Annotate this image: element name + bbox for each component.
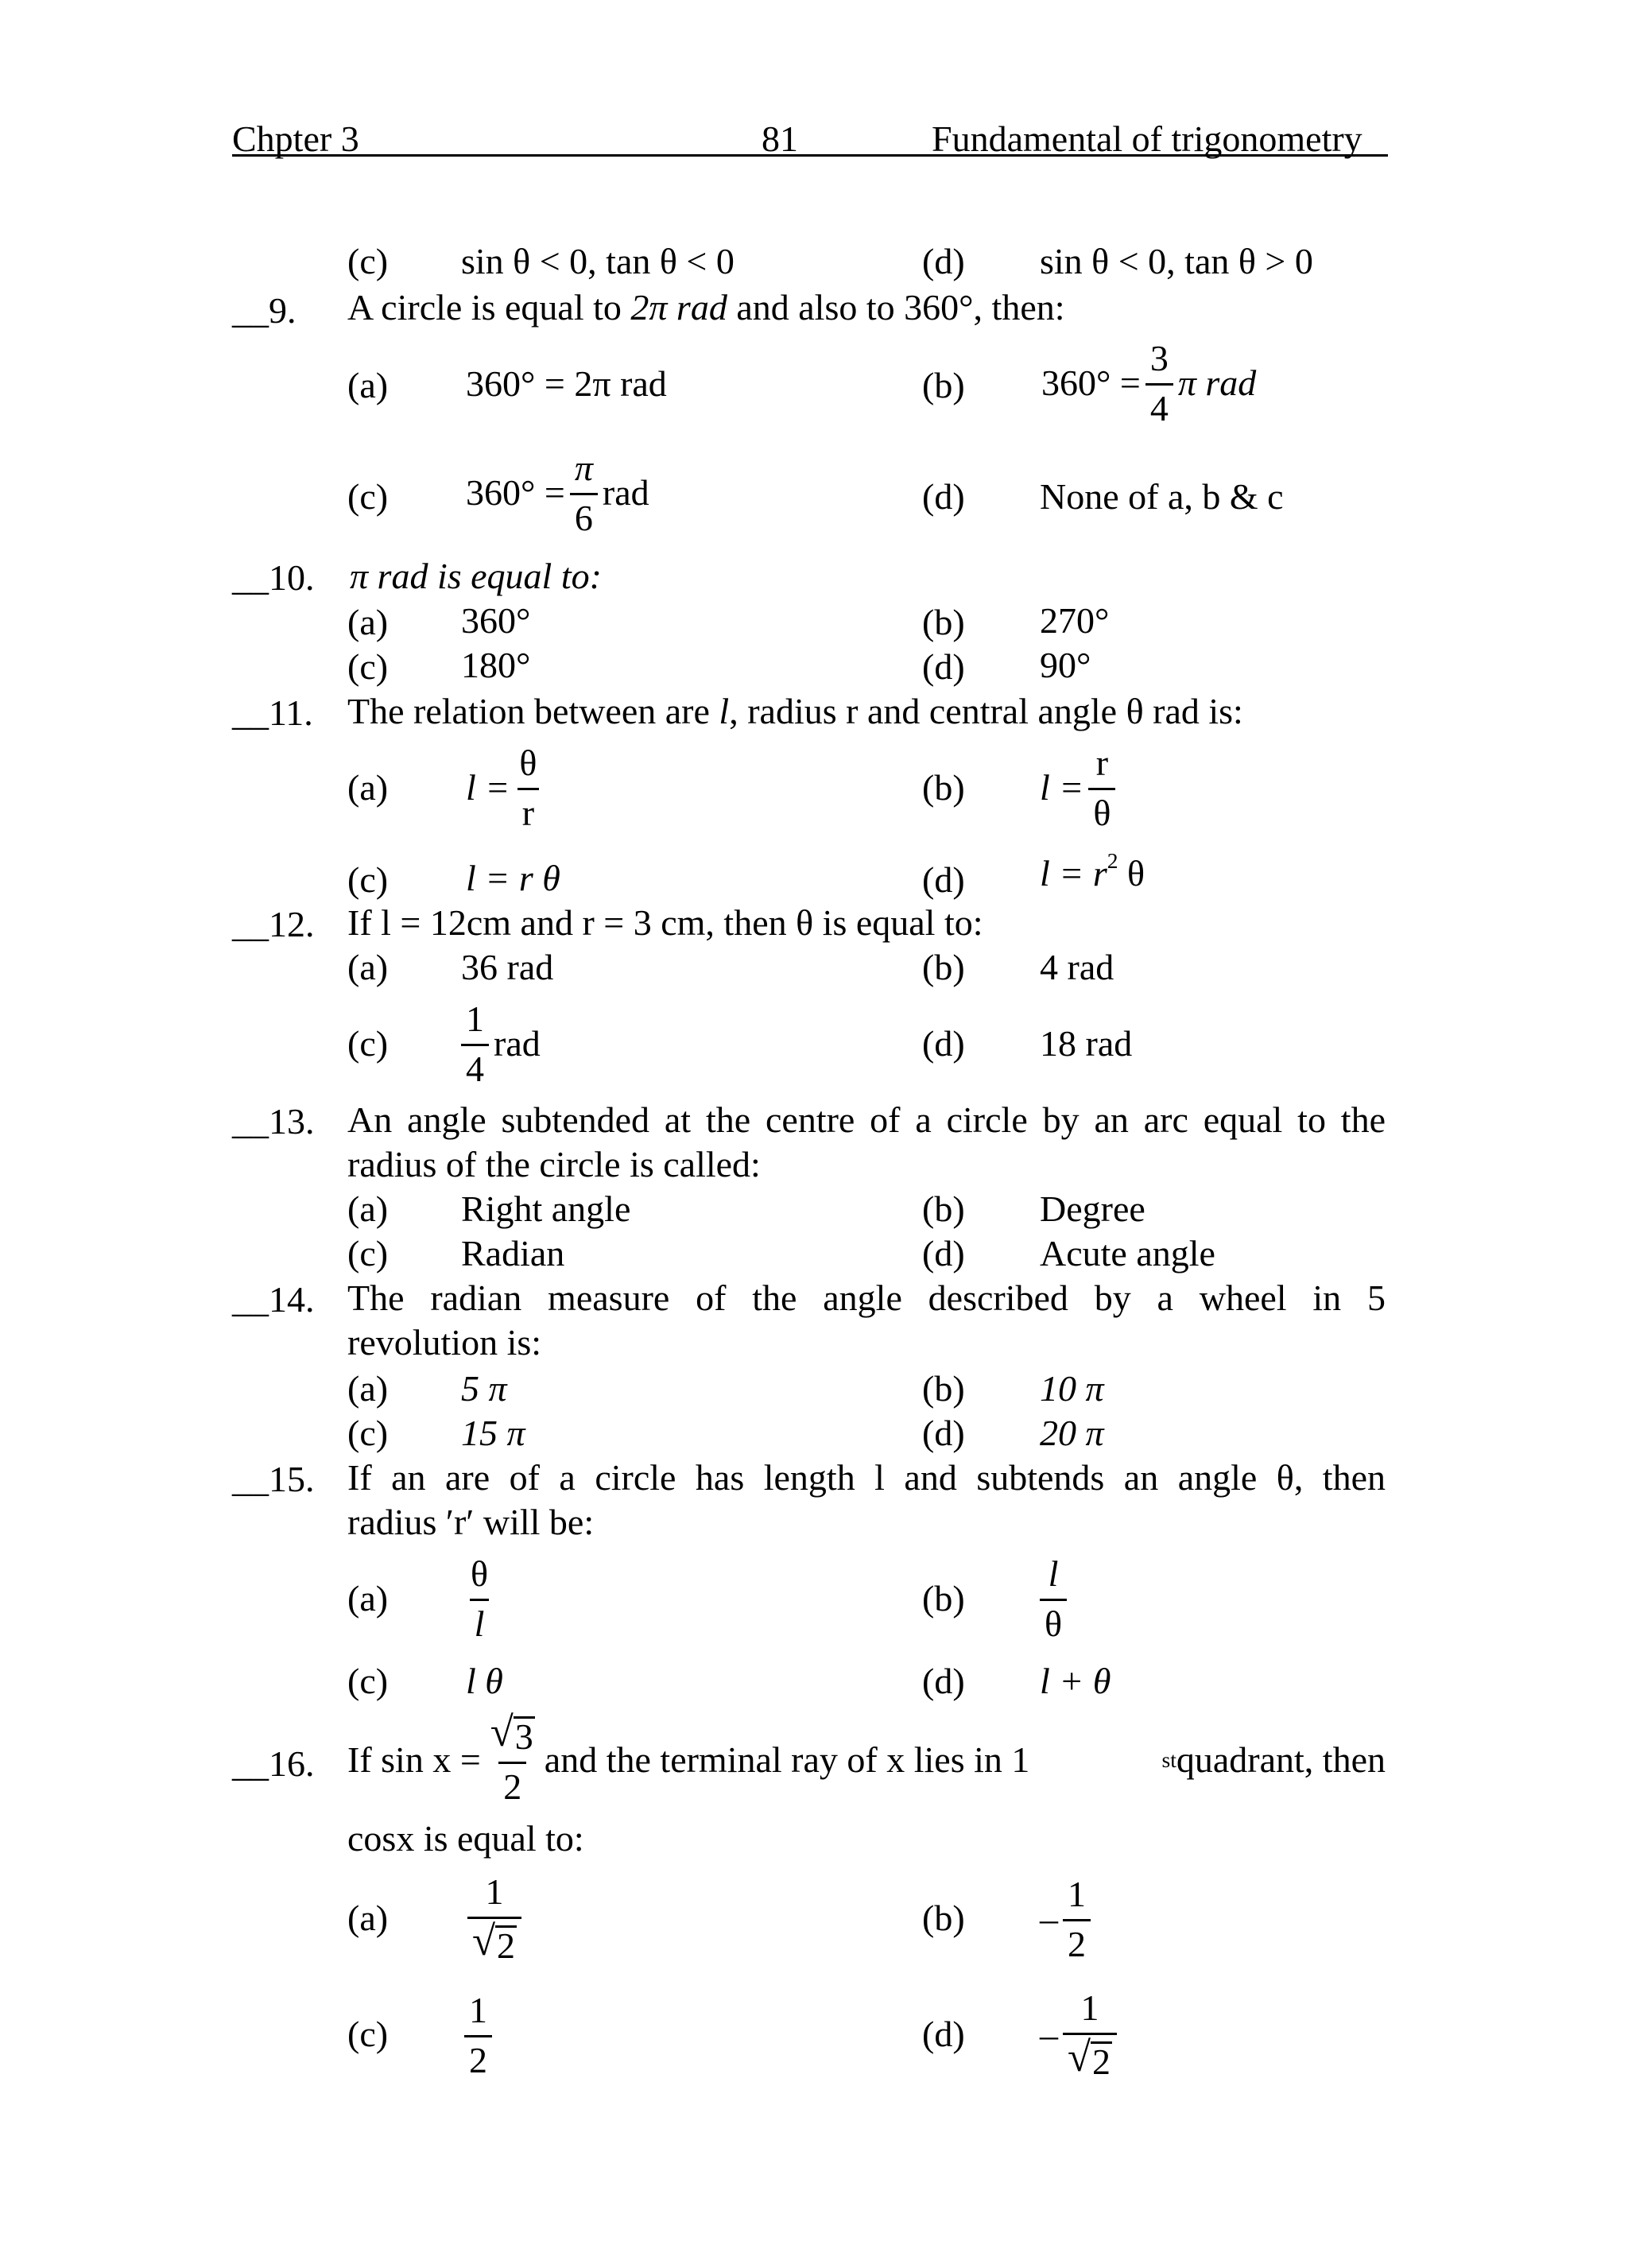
q10-option-b-label: (b) — [922, 602, 965, 642]
q16-number: __16. — [232, 1743, 315, 1784]
q10-option-b-text: 270° — [1040, 600, 1110, 641]
q8-option-d-text: sin θ < 0, tan θ > 0 — [1040, 241, 1313, 281]
q14-option-b-text: 10 π — [1040, 1368, 1104, 1409]
q11-option-b-label: (b) — [922, 767, 965, 808]
q16-stem-line2: cosx is equal to: — [347, 1818, 584, 1859]
q13-number: __13. — [232, 1101, 315, 1142]
fraction: $\frac{l}{\theta}$ — [1040, 1556, 1067, 1642]
q12-option-c-expr: $\frac{1}{4}$ rad — [456, 994, 541, 1094]
q12-option-b-label: (b) — [922, 947, 965, 987]
q9-option-b-label: (b) — [922, 365, 965, 405]
q14-option-c-label: (c) — [347, 1413, 389, 1453]
q12-option-a-label: (a) — [347, 947, 389, 987]
q10-stem: π rad is equal to: — [350, 556, 602, 596]
fraction: $\frac{1}{4}$ — [461, 1001, 489, 1087]
q14-option-b-label: (b) — [922, 1368, 965, 1409]
q13-option-b-label: (b) — [922, 1188, 965, 1229]
q10-option-d-text: 90° — [1040, 645, 1091, 685]
q16-option-a-expr — [463, 1863, 526, 1975]
q9-option-a-text: 360° = 2π rad — [466, 363, 667, 404]
q12-option-d-label: (d) — [922, 1023, 965, 1064]
q8-option-c-label: (c) — [347, 241, 389, 281]
q12-option-d-text: 18 rad — [1040, 1023, 1133, 1064]
q12-stem: If l = 12cm and r = 3 cm, then θ is equal to: — [347, 902, 983, 943]
q16-option-a-label: (a) — [347, 1898, 389, 1938]
q14-option-a-label: (a) — [347, 1368, 389, 1409]
q11-option-d-text: $l = r^2$ θ — [1040, 847, 1145, 894]
q9-option-d-label: (d) — [922, 476, 965, 517]
fraction: 1 √ 2 — [1063, 1990, 1117, 2080]
fraction: $\frac{3}{4}$ — [1145, 340, 1173, 427]
q11-option-d-label: (d) — [922, 859, 965, 900]
q16-option-d-label: (d) — [922, 2014, 965, 2054]
q15-option-d-label: (d) — [922, 1661, 965, 1701]
q12-option-c-label: (c) — [347, 1023, 389, 1064]
q12-option-a-text: 36 rad — [461, 947, 554, 987]
q11-option-a-label: (a) — [347, 767, 389, 808]
q15-option-d-text: l + θ — [1040, 1661, 1111, 1701]
q11-option-c-text: l = r θ — [466, 858, 560, 898]
q9-option-c-label: (c) — [347, 476, 389, 517]
q15-option-b-expr — [1035, 1547, 1072, 1650]
q13-option-c-text: Radian — [461, 1233, 565, 1274]
q11-number: __11. — [232, 692, 313, 733]
q15-stem-line2: radius ′r′ will be: — [347, 1502, 595, 1542]
q10-option-a-label: (a) — [347, 602, 389, 642]
q11-stem: The relation between are l, radius r and central angle θ rad is: — [347, 691, 1243, 731]
q9-option-d-text: None of a, b & c — [1040, 476, 1284, 517]
q16-option-b-label: (b) — [922, 1898, 965, 1938]
q12-number: __12. — [232, 904, 315, 944]
q14-option-d-text: 20 π — [1040, 1413, 1104, 1453]
q13-option-a-label: (a) — [347, 1188, 389, 1229]
fraction: $\frac{1}{2}$ — [464, 1992, 492, 2079]
q13-option-a-text: Right angle — [461, 1188, 631, 1229]
q13-stem-line1: An angle subtended at the centre of a circle by an arc equal to the — [347, 1099, 1386, 1140]
q9-number: __9. — [232, 290, 297, 331]
q11-option-b-expr: l = $\frac{r}{\theta}$ — [1040, 738, 1120, 838]
q8-option-d-label: (d) — [922, 241, 965, 281]
q13-stem-line2: radius of the circle is called: — [347, 1144, 761, 1184]
chapter-label: Chpter 3 — [232, 118, 359, 159]
q13-option-b-text: Degree — [1040, 1188, 1145, 1229]
fraction: $\frac{\pi}{6}$ — [570, 450, 598, 537]
fraction: √ 3 2 — [490, 1709, 533, 1807]
q10-option-d-label: (d) — [922, 646, 965, 687]
q16-option-d-expr: – 1 √ 2 — [1040, 1979, 1122, 2091]
fraction: $\frac{1}{2}$ — [1063, 1876, 1091, 1963]
fraction: 1 √ 2 — [467, 1874, 521, 1964]
q16-option-c-expr — [459, 1979, 497, 2091]
q10-option-a-text: 360° — [461, 600, 531, 641]
q14-option-a-text: 5 π — [461, 1368, 507, 1409]
q10-option-c-label: (c) — [347, 646, 389, 687]
q10-number: __10. — [232, 557, 315, 598]
q9-stem: A circle is equal to 2π rad and also to 360°, then: — [347, 287, 1065, 328]
q13-option-c-label: (c) — [347, 1233, 389, 1274]
q8-option-c-text: sin θ < 0, tan θ < 0 — [461, 241, 735, 281]
q11-option-a-expr: l = $\frac{\theta}{r}$ — [466, 738, 546, 838]
q13-option-d-label: (d) — [922, 1233, 965, 1274]
page-number: 81 — [762, 118, 798, 159]
q14-stem-line2: revolution is: — [347, 1322, 542, 1363]
q14-option-d-label: (d) — [922, 1413, 965, 1453]
q14-option-c-text: 15 π — [461, 1413, 525, 1453]
q10-option-c-text: 180° — [461, 645, 531, 685]
sqrt-sign: √ 2 — [472, 1918, 516, 1966]
header-rule — [232, 154, 1388, 157]
q9-option-b-expr: 360° = $\frac{3}{4}$ π rad — [1041, 337, 1257, 428]
q15-option-c-label: (c) — [347, 1661, 389, 1701]
q11-option-c-label: (c) — [347, 859, 389, 900]
q16-option-c-label: (c) — [347, 2014, 389, 2054]
q15-option-a-expr — [461, 1547, 498, 1650]
q15-option-b-label: (b) — [922, 1578, 965, 1619]
fraction: $\frac{\theta}{l}$ — [471, 1553, 489, 1644]
chapter-title: Fundamental of trigonometry — [932, 118, 1362, 159]
sqrt-sign: √ 3 — [490, 1709, 533, 1757]
q9-option-c-expr: 360° = $\frac{\pi}{6}$ rad — [466, 447, 649, 538]
fraction: $\frac{r}{\theta}$ — [1088, 745, 1115, 832]
q12-option-b-text: 4 rad — [1040, 947, 1114, 987]
q15-option-c-text: l θ — [466, 1661, 503, 1701]
q15-stem-line1: If an are of a circle has length l and subtends an angle θ, then — [347, 1457, 1386, 1498]
q13-option-d-text: Acute angle — [1040, 1233, 1215, 1274]
sqrt-sign: √ 2 — [1068, 2034, 1111, 2082]
q14-stem-line1: The radian measure of the angle described by a wheel in 5 — [347, 1277, 1386, 1318]
q16-option-b-expr: – $\frac{1}{2}$ — [1040, 1863, 1095, 1975]
q15-number: __15. — [232, 1459, 315, 1499]
fraction: $\frac{\theta}{r}$ — [514, 745, 541, 832]
q14-number: __14. — [232, 1279, 315, 1320]
q16-stem-line1: If sin x = √ 3 2 and the terminal ray of x lies in 1 st quadrant, then — [347, 1709, 1386, 1807]
q15-option-a-label: (a) — [347, 1578, 389, 1619]
q9-option-a-label: (a) — [347, 365, 389, 405]
